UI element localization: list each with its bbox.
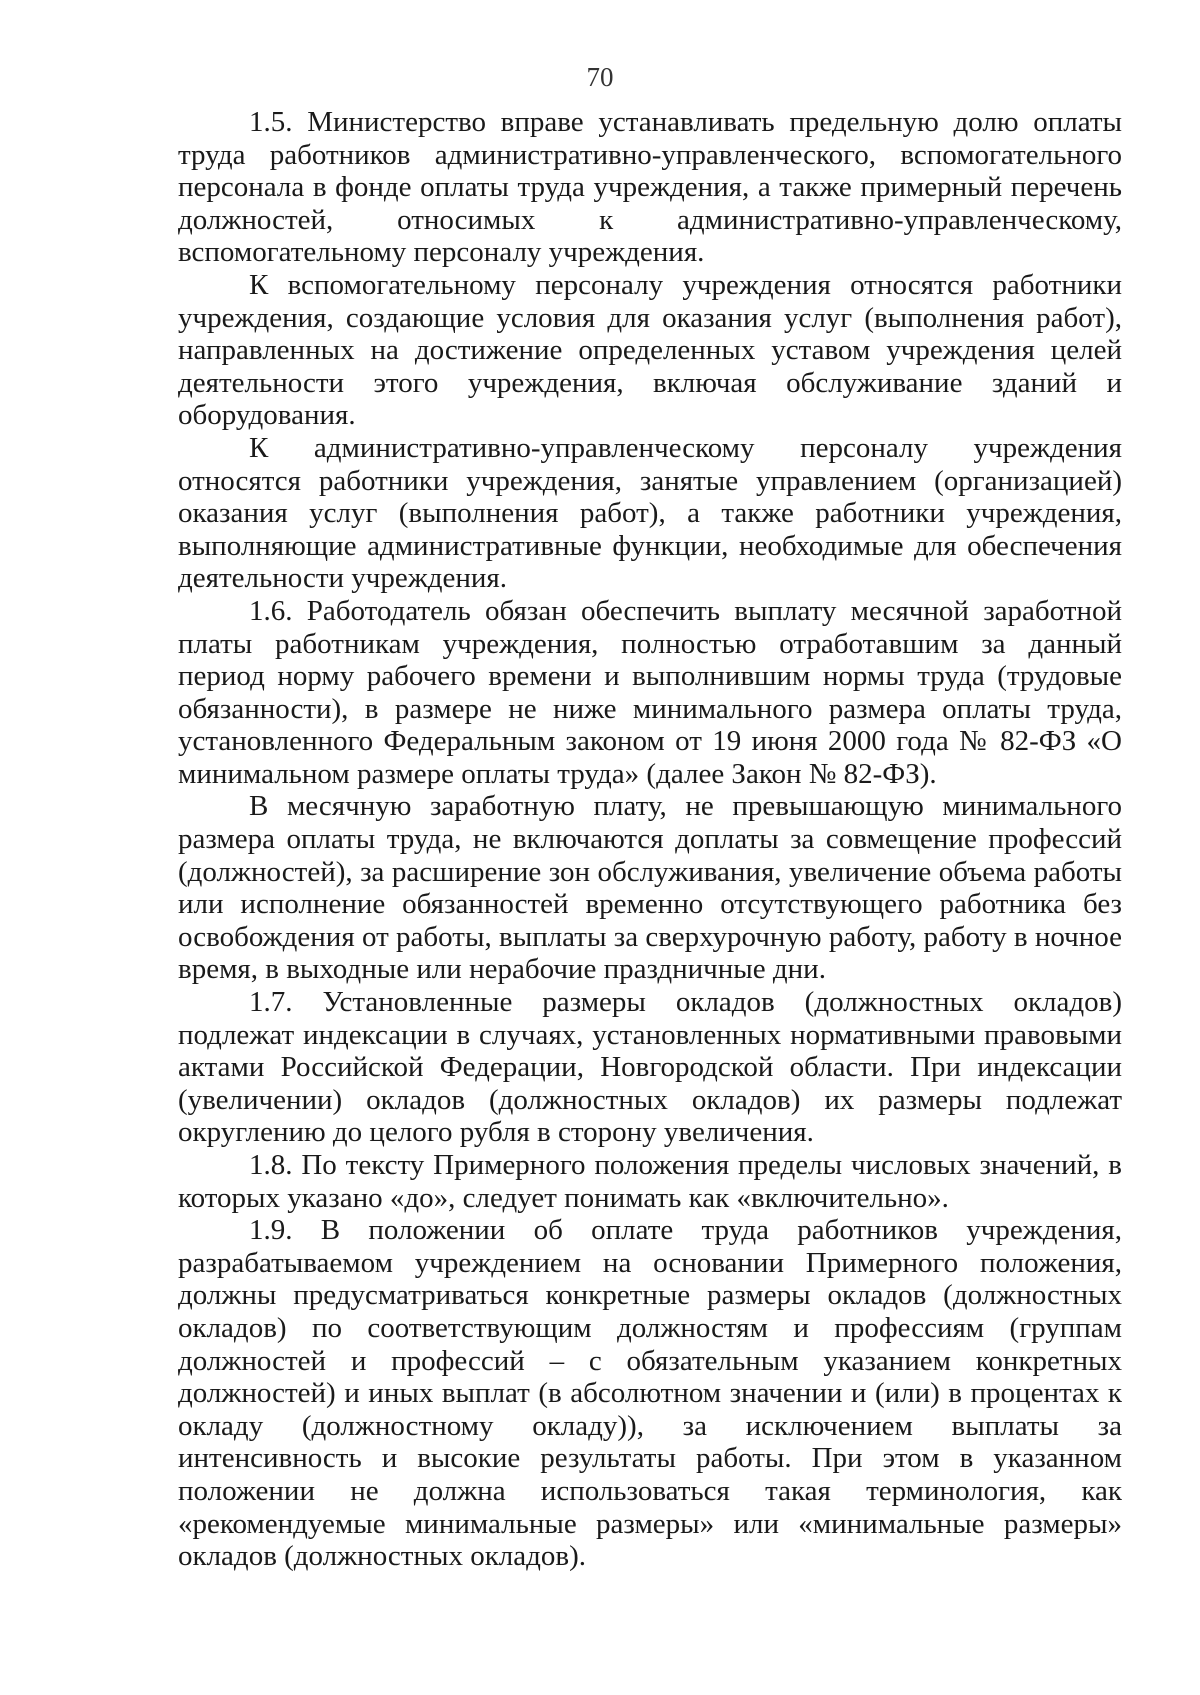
- paragraph-1-9: 1.9. В положении об оплате труда работников учреждения, разрабатываемом учреждением на основании Примерного положения, должны предусматриваться конкретные размеры окладов (должностных окладов) по соответствующим должностям и профессиям (группам должностей и профессий – с обязательным указанием конкретных должностей) и иных выплат (в абсолютном значении и (или) в процентах к окладу (должностному окладу)), за исключением выплаты за интенсивность и высокие результаты работы. При этом в указанном положении не должна использоваться такая терминология, как «рекомендуемые минимальные размеры» или «минимальные размеры» окладов (должностных окладов).: [178, 1214, 1122, 1573]
- paragraph-auxiliary-staff: К вспомогательному персоналу учреждения относятся работники учреждения, создающие условия для оказания услуг (выполнения работ), направленных на достижение определенных уставом учреждения целей деятельности этого учреждения, включая обслуживание зданий и оборудования.: [178, 268, 1122, 432]
- paragraph-1-5: 1.5. Министерство вправе устанавливать предельную долю оплаты труда работников административно-управленческого, вспомогательного персонала в фонде оплаты труда учреждения, а также примерный перечень должностей, относимых к административно-управленческому, вспомогательному персоналу учреждения.: [178, 106, 1122, 269]
- paragraph-monthly-wage: В месячную заработную плату, не превышающую минимального размера оплаты труда, не включаются доплаты за совмещение профессий (должностей), за расширение зон обслуживания, увеличение объема работы или исполнение обязанностей временно отсутствующего работника без освобождения от работы, выплаты за сверхурочную работу, работу в ночное время, в выходные или нерабочие праздничные дни.: [178, 790, 1122, 986]
- document-body: [178, 106, 1122, 1573]
- paragraph-1-7: 1.7. Установленные размеры окладов (должностных окладов) подлежат индексации в случаях, установленных нормативными правовыми актами Российской Федерации, Новгородской области. При индексации (увеличении) окладов (должностных окладов) их размеры подлежат округлению до целого рубля в сторону увеличения.: [178, 986, 1122, 1149]
- paragraph-admin-staff: К административно-управленческому персоналу учреждения относятся работники учреждения, занятые управлением (организацией) оказания услуг (выполнения работ), а также работники учреждения, выполняющие административные функции, необходимые для обеспечения деятельности учреждения.: [178, 431, 1122, 595]
- paragraph-1-8: 1.8. По тексту Примерного положения пределы числовых значений, в которых указано «до», следует понимать как «включительно».: [178, 1149, 1122, 1214]
- page-number: 70: [586, 62, 614, 92]
- paragraph-1-6: 1.6. Работодатель обязан обеспечить выплату месячной заработной платы работникам учреждения, полностью отработавшим за данный период норму рабочего времени и выполнившим нормы труда (трудовые обязанности), в размере не ниже минимального размера оплаты труда, установленного Федеральным законом от 19 июня 2000 года № 82-ФЗ «О минимальном размере оплаты труда» (далее Закон № 82-ФЗ).: [178, 594, 1122, 790]
